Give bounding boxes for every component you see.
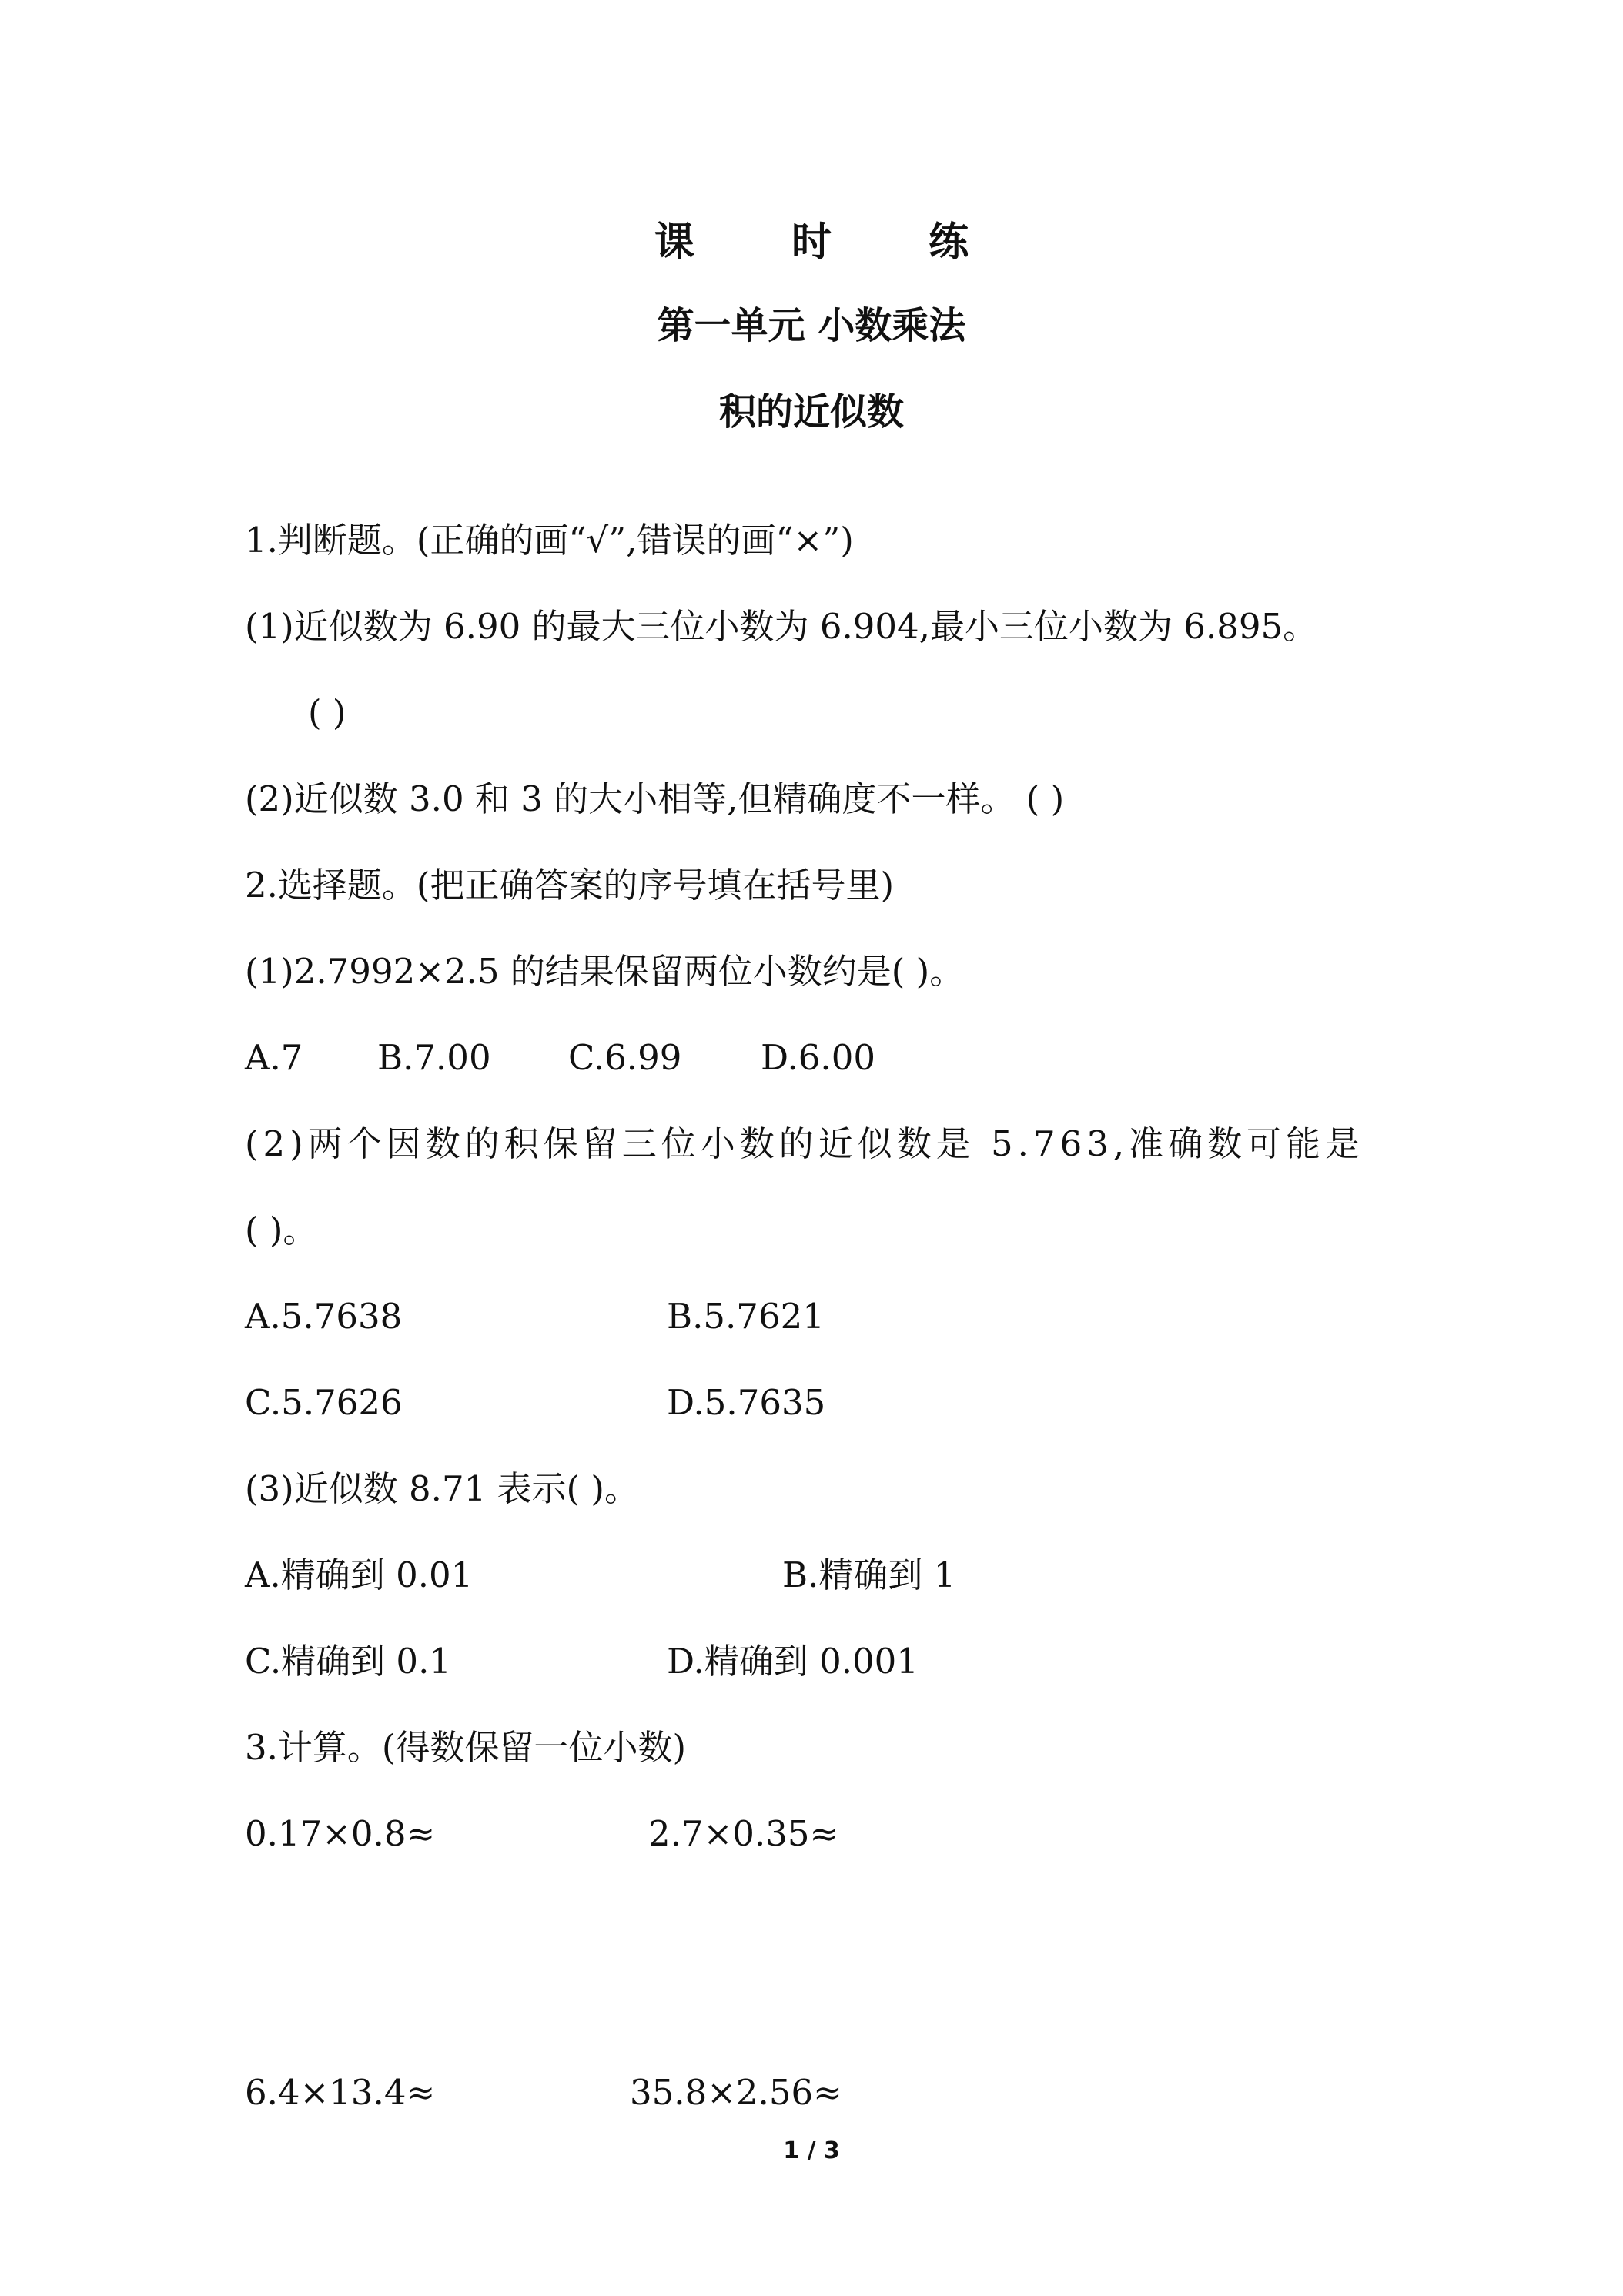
option-2-1-c: C.6.99 <box>568 1037 682 1078</box>
question-2-item-1: (1)2.7992×2.5 的结果保留两位小数约是( )。 <box>245 951 965 992</box>
option-2-3-a: A.精确到 0.01 <box>245 1555 474 1595</box>
option-2-3-d: D.精确到 0.001 <box>667 1641 919 1682</box>
option-2-2-b: B.5.7621 <box>667 1296 825 1337</box>
question-2-item-3: (3)近似数 8.71 表示( )。 <box>245 1468 639 1509</box>
option-2-3-c: C.精确到 0.1 <box>245 1641 452 1682</box>
option-2-1-b: B.7.00 <box>377 1037 491 1078</box>
option-2-1-a: A.7 <box>245 1037 303 1078</box>
option-2-2-c: C.5.7626 <box>245 1382 403 1423</box>
question-2-heading: 2.选择题。(把正确答案的序号填在括号里) <box>245 865 895 905</box>
option-2-1-d: D.6.00 <box>761 1037 875 1078</box>
option-2-2-d: D.5.7635 <box>667 1382 826 1423</box>
question-1-item-2: (2)近似数 3.0 和 3 的大小相等,但精确度不一样。 ( ) <box>245 778 1065 819</box>
question-2-item-2-line-2: ( )。 <box>245 1210 318 1250</box>
question-1-heading: 1.判断题。(正确的画“√”,错误的画“×”) <box>245 520 854 561</box>
page-title: 课 时 练 <box>654 219 1011 266</box>
question-2-item-2-line-1: (2)两个因数的积保留三位小数的近似数是 5.763,准确数可能是 <box>245 1123 1365 1164</box>
question-3-heading: 3.计算。(得数保留一位小数) <box>245 1727 687 1768</box>
option-2-2-a: A.5.7638 <box>245 1296 403 1337</box>
calc-expression-1: 0.17×0.8≈ <box>245 1813 436 1854</box>
lesson-title: 积的近似数 <box>718 390 904 433</box>
calc-expression-2: 2.7×0.35≈ <box>648 1813 839 1854</box>
calc-expression-4: 35.8×2.56≈ <box>630 2072 842 2113</box>
question-1-item-1-answer-blank: ( ) <box>308 692 346 733</box>
calc-expression-3: 6.4×13.4≈ <box>245 2072 436 2113</box>
unit-title: 第一单元 小数乘法 <box>657 304 966 347</box>
page-number: 1 / 3 <box>783 2137 840 2164</box>
option-2-3-b: B.精确到 1 <box>782 1555 956 1595</box>
question-1-item-1: (1)近似数为 6.90 的最大三位小数为 6.904,最小三位小数为 6.895。 <box>245 606 1318 647</box>
